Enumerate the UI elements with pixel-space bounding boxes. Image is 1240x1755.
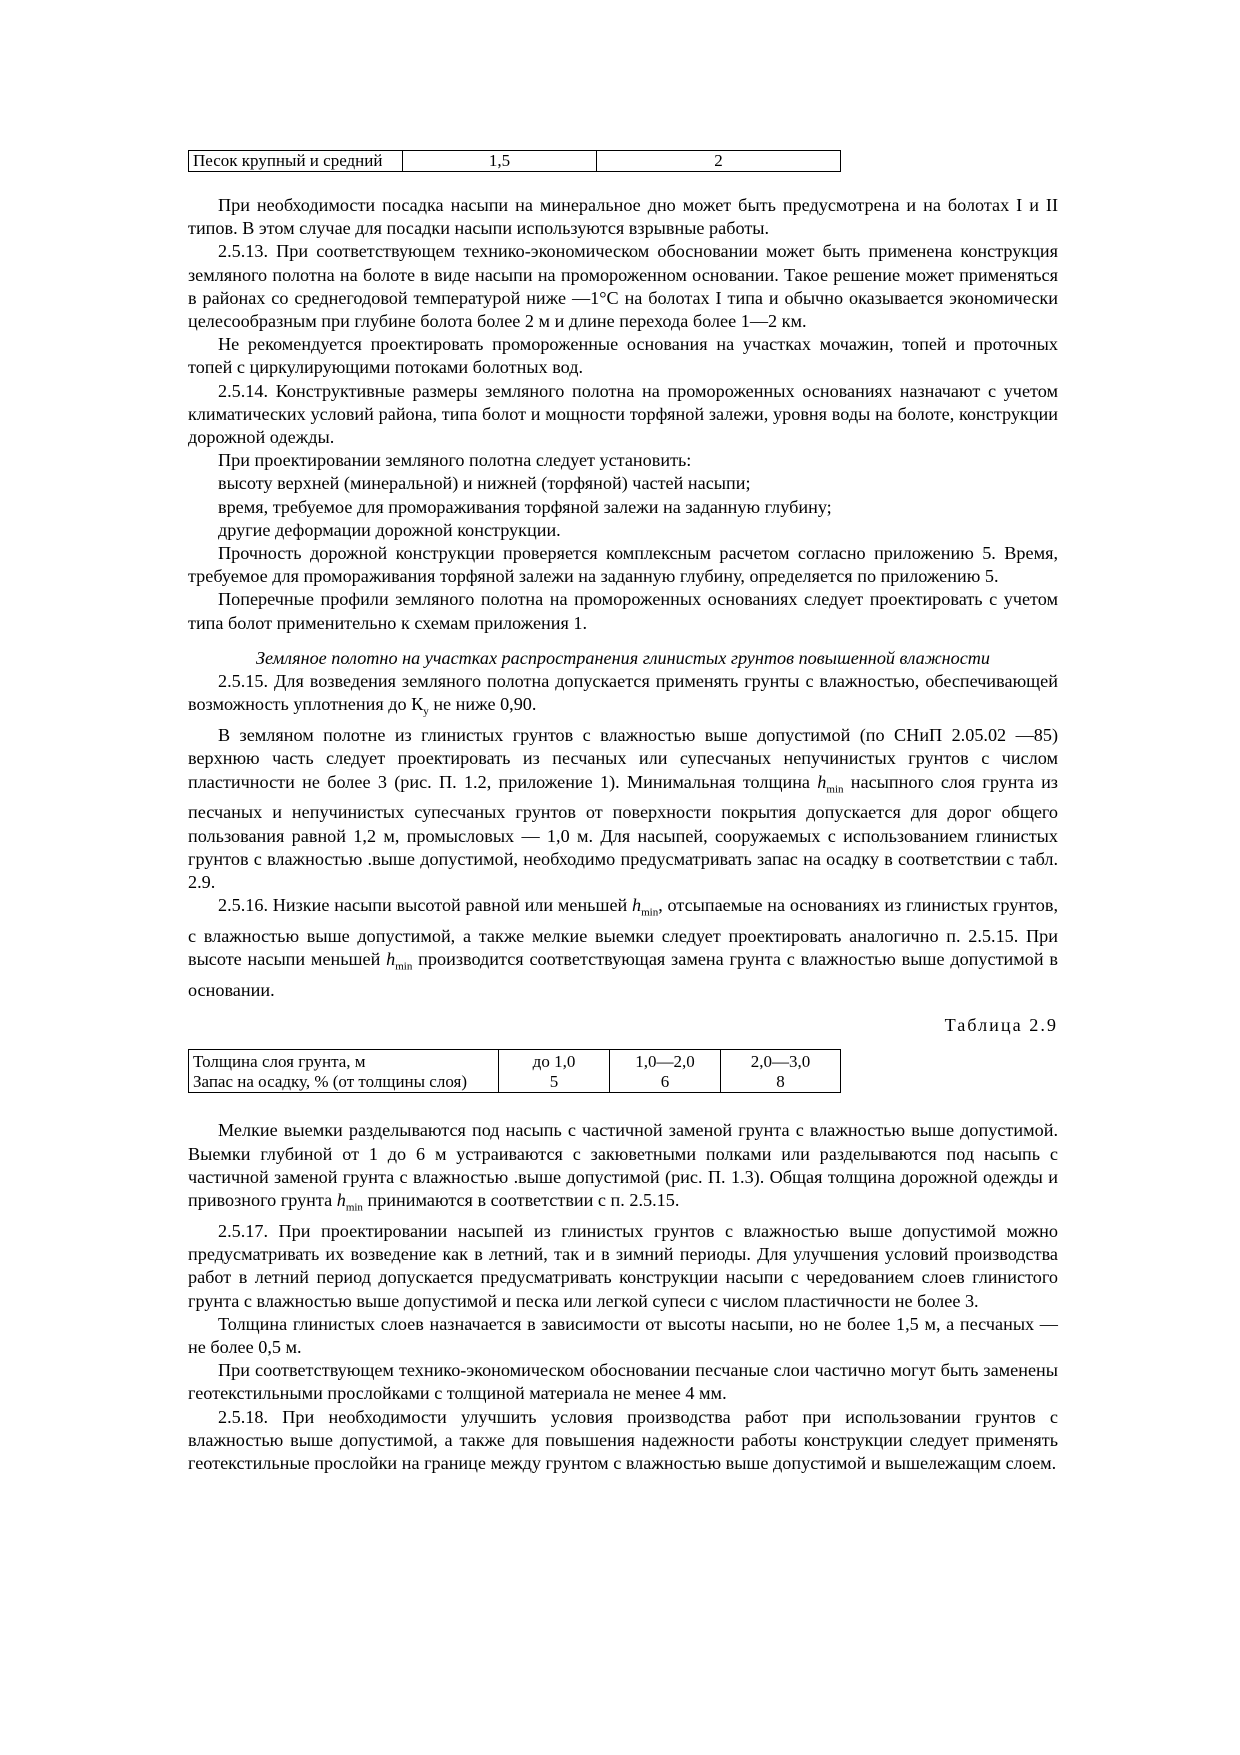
text-run: не ниже 0,90.: [428, 694, 537, 715]
document-page: [188, 150, 1058, 1475]
table-cell: Запас на осадку, % (от толщины слоя): [189, 1072, 499, 1093]
subscript: min: [395, 960, 413, 973]
text-run: принимаются в соответствии с п. 2.5.15.: [362, 1190, 680, 1211]
subscript: min: [345, 1201, 363, 1214]
table-row: [189, 151, 841, 172]
subscript: min: [641, 906, 659, 919]
symbol-h: h: [386, 949, 396, 970]
section-heading: Земляное полотно на участках распространения глинистых грунтов повышенной влажности: [255, 647, 991, 668]
table-cell: Толщина слоя грунта, м: [189, 1050, 499, 1073]
text-run: производится соответствующая замена грунта с влажностью выше допустимой в основании.: [188, 949, 1058, 1001]
table-caption: Таблица 2.9: [944, 1015, 1058, 1036]
symbol-h: h: [336, 1190, 346, 1211]
soil-table-fragment: [188, 150, 841, 172]
symbol-h: h: [632, 895, 642, 916]
text-run: 2.5.15. Для возведения земляного полотна допускается применять грунты с влажностью, обеспечивающей возможность уплотнения до К: [188, 671, 1058, 715]
text-run: , отсыпаемые на основаниях из глинистых грунтов, с влажностью выше допустимой, а также мелкие выемки следует проектировать аналогично п. 2.5.15. При высоте насыпи меньшей: [188, 895, 1058, 970]
subscript: min: [826, 783, 844, 796]
list-item: высоту верхней (минеральной) и нижней (торфяной) частей насыпи;: [218, 473, 751, 494]
text-run: 2.5.16. Низкие насыпи высотой равной или меньшей: [218, 895, 633, 916]
table-cell: 6: [610, 1072, 721, 1093]
list-item: время, требуемое для промораживания торфяной залежи на заданную глубину;: [218, 496, 832, 517]
list-item: другие деформации дорожной конструкции.: [218, 519, 561, 540]
table-cell: 1,0—2,0: [610, 1050, 721, 1073]
table-cell: 2,0—3,0: [721, 1050, 841, 1073]
paragraph: Не рекомендуется проектировать промороженные основания на участках мочажин, топей и проточных топей с циркулирующими потоками болотных вод.: [188, 334, 1058, 378]
paragraph: [188, 894, 1058, 1002]
table-cell: до 1,0: [499, 1050, 610, 1073]
table-cell: Песок крупный и средний: [189, 151, 403, 172]
text-run: Мелкие выемки разделываются под насыпь с частичной заменой грунта с влажностью выше допустимой. Выемки глубиной от 1 до 6 м устраиваются с закюветными полками или разделываются под насыпь с частичной заменой грунта с влажностью .выше допустимой (рис. П. 1.3). Общая толщина дорожной одежды и привозного грунта: [188, 1120, 1058, 1211]
table-cell: 1,5: [403, 151, 597, 172]
table-row: [189, 1050, 841, 1073]
table-cell: 5: [499, 1072, 610, 1093]
paragraph: 2.5.18. При необходимости улучшить условия производства работ при использовании грунтов с влажностью выше допустимой, а также для повышения надежности работы конструкции следует применять геотекстильные прослойки на границе между грунтом с влажностью выше допустимой и вышележащим слоем.: [188, 1406, 1058, 1473]
settlement-allowance-table: [188, 1049, 841, 1093]
table-cell: 8: [721, 1072, 841, 1093]
paragraph: [188, 1119, 1058, 1219]
paragraph: При соответствующем технико-экономическом обосновании песчаные слои частично могут быть заменены геотекстильными прослойками с толщиной материала не менее 4 мм.: [188, 1360, 1058, 1404]
paragraph: 2.5.17. При проектировании насыпей из глинистых грунтов с влажностью выше допустимой можно предусматривать их возведение как в летний, так и в зимний периоды. Для улучшения условий производства работ в летний период допускается предусматривать конструкции насыпи с чередованием слоев глинистого грунта с влажностью выше допустимой и песка или легкой супеси с числом пластичности не более 3.: [188, 1220, 1058, 1311]
table-cell: 2: [597, 151, 841, 172]
text-run: насыпного слоя грунта из песчаных и непучинистых супесчаных грунтов от поверхности покрытия допускается для дорог общего пользования равной 1,2 м, промысловых — 1,0 м. Для насыпей, сооружаемых с использованием глинистых грунтов с влажностью .выше допустимой, необходимо предусматривать запас на осадку в соответствии с табл. 2.9.: [188, 771, 1058, 892]
paragraph: Толщина глинистых слоев назначается в зависимости от высоты насыпи, но не более 1,5 м, а песчаных — не более 0,5 м.: [188, 1313, 1058, 1357]
paragraph: Прочность дорожной конструкции проверяется комплексным расчетом согласно приложению 5. Время, требуемое для промораживания торфяной залежи на заданную глубину, определяется по приложению 5.: [188, 543, 1058, 587]
paragraph: При необходимости посадка насыпи на минеральное дно может быть предусмотрена и на болотах I и II типов. В этом случае для посадки насыпи используются взрывные работы.: [188, 195, 1058, 239]
table-row: [189, 1072, 841, 1093]
text-run: В земляном полотне из глинистых грунтов с влажностью выше допустимой (по СНиП 2.05.02 —85) верхнюю часть следует проектировать из песчаных или супесчаных непучинистых грунтов с числом пластичности не более 3 (рис. П. 1.2, приложение 1). Минимальная толщина: [188, 725, 1058, 792]
paragraph: [188, 670, 1058, 724]
paragraph: 2.5.13. При соответствующем технико-экономическом обосновании может быть применена конструкция земляного полотна на болоте в виде насыпи на промороженном основании. Такое решение может применяться в районах со среднегодовой температурой ниже —1°С на болотах I типа и обычно оказывается экономически целесообразным при глубине болота более 2 м и длине перехода более 1—2 км.: [188, 241, 1058, 332]
subscript: у: [423, 705, 429, 718]
paragraph: [188, 724, 1058, 894]
paragraph: При проектировании земляного полотна следует установить:: [218, 450, 692, 471]
paragraph: 2.5.14. Конструктивные размеры земляного полотна на промороженных основаниях назначают с учетом климатических условий района, типа болот и мощности торфяной залежи, уровня воды на болоте, конструкции дорожной одежды.: [188, 380, 1058, 448]
paragraph: Поперечные профили земляного полотна на промороженных основаниях следует проектировать с учетом типа болот применительно к схемам приложения 1.: [188, 589, 1058, 633]
symbol-h: h: [817, 771, 827, 792]
